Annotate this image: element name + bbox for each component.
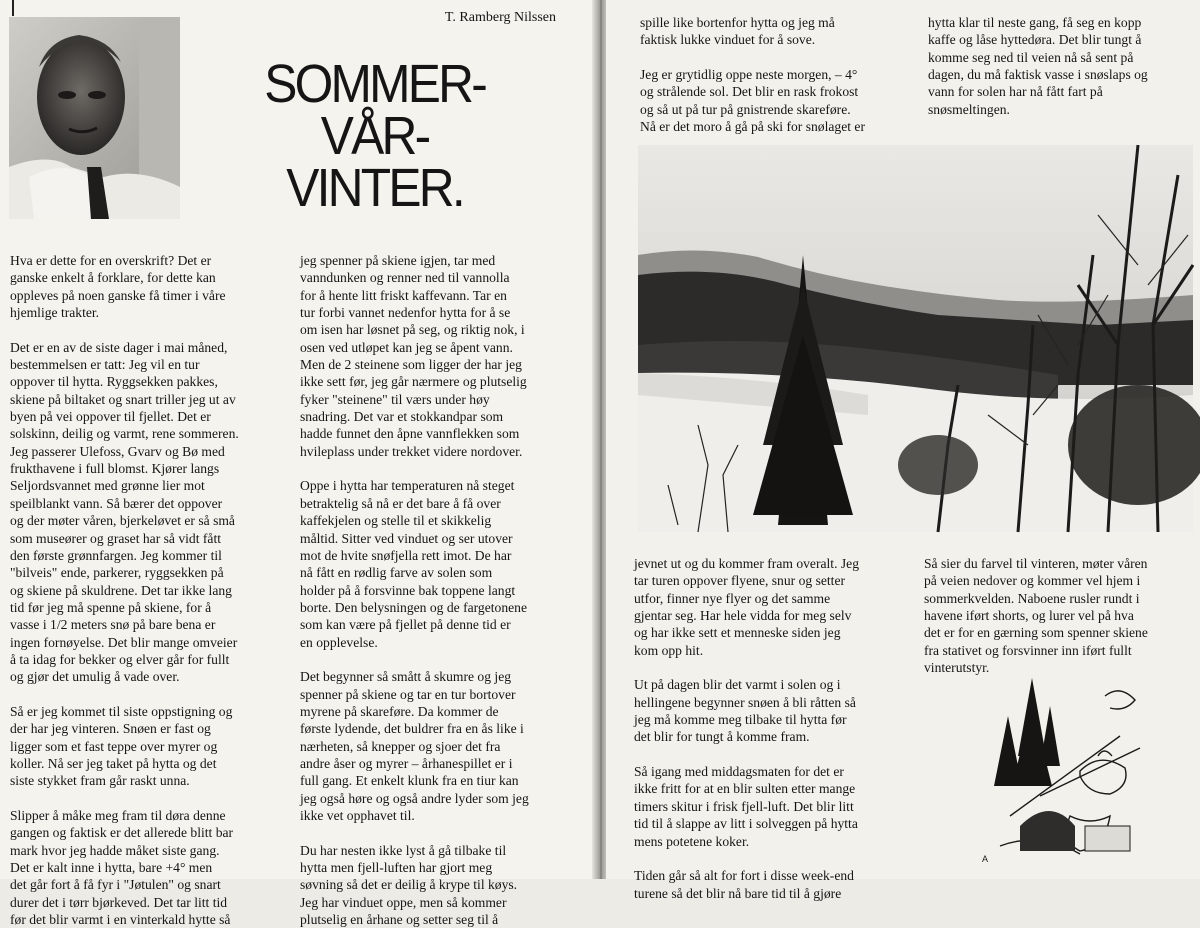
left-column-2 [300,252,570,928]
left-column-1 [10,252,280,928]
right-column-1-top [640,14,916,134]
crop-mark [12,0,14,16]
author-portrait-photo [9,17,180,219]
sketch-signature-mark: A [982,854,989,864]
paragraph: jeg spenner på skiene igjen, tar med vanndunken og renner ned til vannolla for å hente litt friskt kaffevann. Tar en tur forbi vannet nedenfor hytta for å se om isen har løsnet på seg, og riktig nok, i osen ved utløpet kan jeg se åpent vann. Men de 2 steinene som ligger der har jeg ikke sett før, jeg går nærmere og plutselig fyker "steinene" til værs under høy snadring. Det var et stokkandpar som hadde funnet den åpne vannflekken som hvileplass under trekket videre nordover. Oppe i hytta har temperaturen nå steget betraktelig så nå er det bare å få over kaffekjelen og stelle til et skikkelig måltid. Sitter ved vinduet og ser utover mot de hvite snøfjella rett imot. De har nå fått en rødlig farve av solen som holder på å forsvinne bak toppene langt borte. Den belysningen og de fargetonene som kan være på fjellet på denne tid er en opplevelse. Det begynner så smått å skumre og jeg spenner på skiene og tar en tur bortover myrene på skareføre. Da kommer de første lydende, det buldrer fra en ås like i nærheten, så knepper og sjoer det fra andre åser og myrer – århanespillet er i full gang. Et enkelt klunk fra en tiur kan jeg også høre og også andre lyder som jeg ikke vet opphavet til. Du har nesten ikke lyst å gå tilbake til hytta men fjell-luften har gjort meg søvning så det er deilig å krype til køys. Jeg har vinduet oppe, men så kommer plutselig en århane og setter seg til å [300,253,529,928]
author-byline: T. Ramberg Nilssen [444,10,556,25]
paragraph: hytta klar til neste gang, få seg en kopp kaffe og låse hyttedøra. Det blir tungt å komme seg ned til veien nå så sent på dagen, du må faktisk vasse i snøslaps og vann for solen har nå fått fart på snøsmeltingen. [928,15,1148,117]
right-column-2-top [928,14,1196,134]
article-title: SOMMER- VÅR- VINTER. [264,54,485,218]
campfire-sketch-illustration [980,676,1145,866]
left-page [0,0,596,928]
paragraph: Så sier du farvel til vinteren, møter våren på veien nedover og kommer vel hjem i sommerkvelden. Naboene rusler rundt i havene iført shorts, og lurer vel på hva det er for en gærning som spenner skiene fra stativet og forsvinner inn iført fullt vinterutstyr. [924,556,1148,676]
paragraph: spille like bortenfor hytta og jeg må faktisk lukke vinduet for å sove. Jeg er grytidlig oppe neste morgen, – 4° og strålende sol. Det blir en rask frokost og så ut på tur på gnistrende skareføre. Nå er det moro å gå på ski for snølaget er [640,15,865,135]
right-column-2-bottom [924,555,1194,685]
paragraph: Hva er dette for en overskrift? Det er ganske enkelt å forklare, for dette kan oppleves på noen ganske få timer i våre hjemlige trakter. Det er en av de siste dager i mai måned, bestemmelsen er tatt: Jeg vil en tur oppover til hytta. Ryggsekken pakkes, skiene på biltaket og snart triller jeg ut av byen på vei oppover til fjellet. Det er solskinn, deilig og varmt, rene sommeren. Jeg passerer Ulefoss, Gvarv og Bø med frukthavene i full blomst. Kjører langs Seljordsvannet med grønne lier mot speilblankt vann. Så bærer det oppover og der møter våren, bjerkeløvet er så små som museører og graset har så vidt fått den første grønnfargen. Jeg kommer til "bilveis" ende, parkerer, ryggsekken på og skiene på skuldrene. Det tar ikke lang tid før jeg må spenne på skiene, for å vasse i 1/2 meters snø på bare bena er ingen fornøyelse. Det blir mange omveier å ta idag for bekker og elver går for fullt og gjør det umulig å vade over. Så er jeg kommet til siste oppstigning og der har jeg vinteren. Snøen er fast og ligger som et fast teppe over myrer og koller. Nå ser jeg taket på hytta og det siste stykket fram går raskt unna. Slipper å måke meg fram til døra denne gangen og faktisk er det allerede blitt bar mark hvor jeg hadde måket siste gang. Det er kalt inne i hytta, bare +4° men det går fort å få fyr i "Jøtulen" og snart durer det i tørr bjørkeved. Det tar litt tid før det blir varmt i en vinterkald hytte så [10,253,239,928]
paragraph: jevnet ut og du kommer fram overalt. Jeg tar turen oppover flyene, snur og setter utfor, finner nye flyer og det samme gjentar seg. Har hele vidda for meg selv og har ikke sett et menneske siden jeg kom opp hit. Ut på dagen blir det varmt i solen og i hellingene begynner snøen å bli råtten så jeg må komme meg tilbake til hytta før det blir for tungt å komme fram. Så igang med middagsmaten for det er ikke fritt for at en blir sulten etter mange timers skitur i frisk fjell-luft. Det blir litt tid til å slappe av litt i solveggen på hytta mens potetene koker. Tiden går så alt for fort i disse week-end turene så det blir nå bare tid til å gjøre [634,556,859,901]
right-column-1-bottom [634,555,914,901]
winter-landscape-photo [638,145,1193,532]
